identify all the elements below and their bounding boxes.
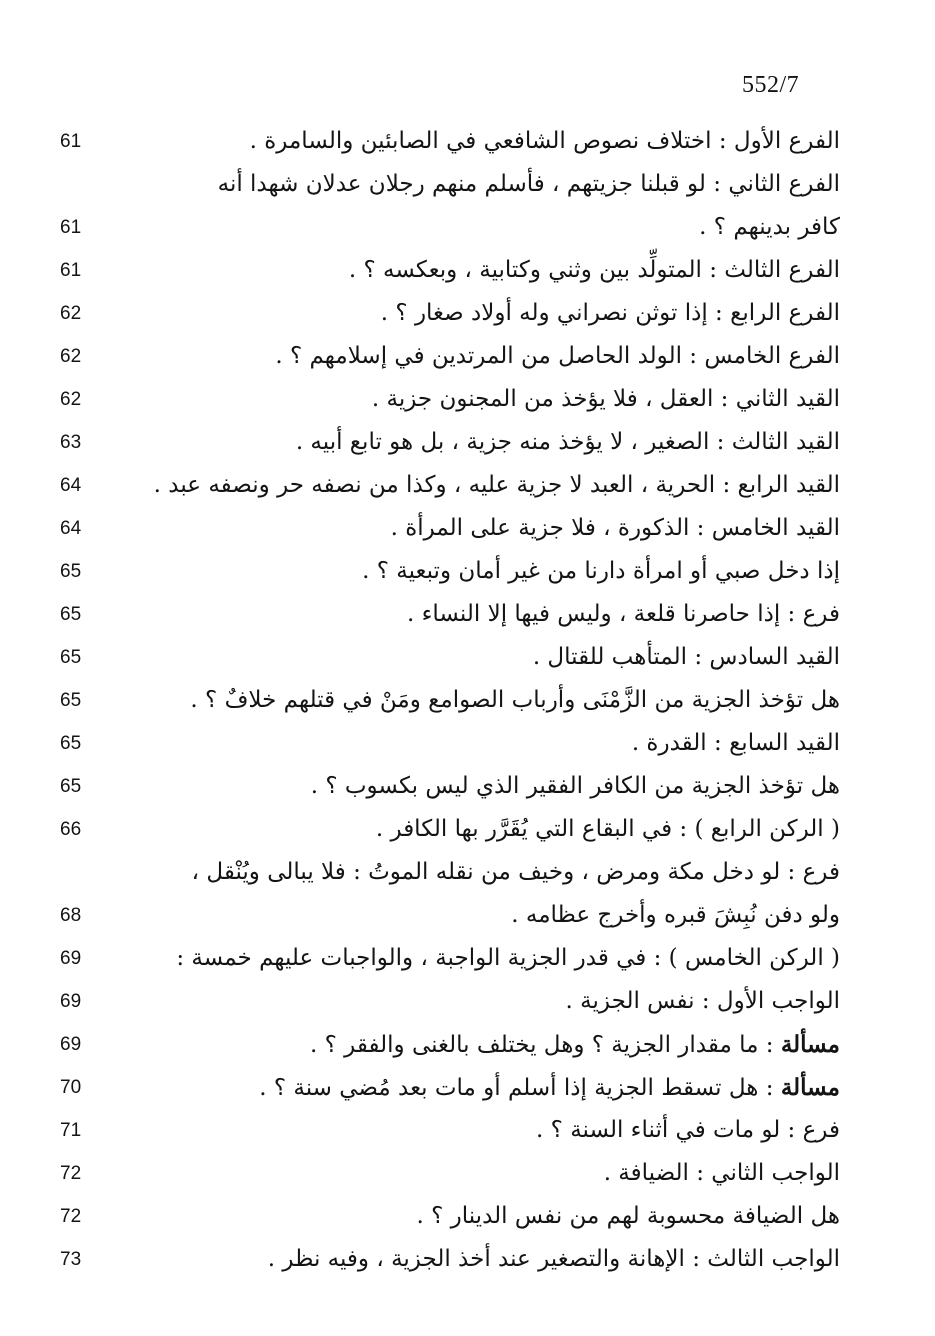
toc-page-number: 69	[60, 991, 82, 1012]
toc-entry-rest: : ما مقدار الجزية ؟ وهل يختلف بالغنى والفقر ؟ .	[310, 1032, 781, 1058]
toc-row	[50, 1152, 840, 1195]
toc-page-number: 61	[60, 131, 82, 152]
toc-page-number: 66	[60, 819, 82, 840]
toc-entry-text: القيد الرابع : الحرية ، العبد لا جزية عليه ، وكذا من نصفه حر ونصفه عبد .	[153, 472, 840, 498]
toc-entry-text: فرع : إذا حاصرنا قلعة ، وليس فيها إلا النساء .	[406, 601, 840, 627]
toc-row	[50, 163, 840, 206]
toc-page-number: 64	[60, 518, 82, 539]
toc-row	[50, 1066, 840, 1109]
toc-entry-text: الواجب الأول : نفس الجزية .	[565, 988, 840, 1014]
toc-row	[50, 1023, 840, 1066]
toc-page-number: 65	[60, 561, 82, 582]
toc-page-number: 64	[60, 475, 82, 496]
toc-entry-text: الفرع الخامس : الولد الحاصل من المرتدين في إسلامهم ؟ .	[275, 343, 840, 369]
toc-row	[50, 507, 840, 550]
toc-row	[50, 937, 840, 980]
toc-entry-text: القيد الثاني : العقل ، فلا يؤخذ من المجنون جزية .	[371, 386, 840, 412]
toc-row	[50, 206, 840, 249]
toc-row	[50, 1238, 840, 1281]
toc-entry-text: القيد الخامس : الذكورة ، فلا جزية على المرأة .	[390, 515, 840, 541]
toc-row	[50, 765, 840, 808]
toc-entry-text: الفرع الأول : اختلاف نصوص الشافعي في الصابئين والسامرة .	[249, 128, 840, 154]
toc-row	[50, 292, 840, 335]
toc-page-number: 61	[60, 260, 82, 281]
toc-entry-text: القيد الثالث : الصغير ، لا يؤخذ منه جزية ، بل هو تابع أبيه .	[295, 429, 840, 455]
toc-row	[50, 636, 840, 679]
toc-entry-text: إذا دخل صبي أو امرأة دارنا من غير أمان وتبعية ؟ .	[362, 558, 840, 584]
page-number: 552/7	[742, 72, 800, 98]
toc-page-number: 71	[60, 1120, 82, 1141]
toc-entry-text: الفرع الثاني : لو قبلنا جزيتهم ، فأسلم منهم رجلان عدلان شهدا أنه	[217, 171, 840, 197]
toc-entry-text: كافر بدينهم ؟ .	[699, 214, 840, 240]
toc-page-number: 65	[60, 690, 82, 711]
toc-page-number: 68	[60, 905, 82, 926]
toc-entry-text: الواجب الثاني : الضيافة .	[603, 1160, 840, 1186]
toc-entry-lead: مسألة	[780, 1031, 840, 1058]
toc-page-number: 62	[60, 346, 82, 367]
toc-entry-text	[120, 1023, 840, 1067]
toc-entry-text: فرع : لو مات في أثناء السنة ؟ .	[536, 1117, 840, 1143]
toc-row	[50, 378, 840, 421]
toc-row	[50, 722, 840, 765]
toc-row	[50, 593, 840, 636]
toc-page-number: 62	[60, 303, 82, 324]
toc-entry-text: فرع : لو دخل مكة ومرض ، وخيف من نقله الموتُ : فلا يبالى ويُنْقل ،	[191, 859, 840, 885]
toc-entry-text: القيد السابع : القدرة .	[631, 730, 840, 756]
toc-page-number: 62	[60, 389, 82, 410]
table-of-contents	[50, 120, 840, 1281]
toc-entry-text	[120, 1066, 840, 1110]
toc-row	[50, 679, 840, 722]
toc-entry-text: الفرع الثالث : المتولِّد بين وثني وكتابية ، وبعكسه ؟ .	[348, 257, 840, 283]
toc-page-number: 73	[60, 1249, 82, 1270]
toc-row	[50, 335, 840, 378]
toc-row	[50, 980, 840, 1023]
toc-row	[50, 249, 840, 292]
toc-row	[50, 550, 840, 593]
toc-row	[50, 1109, 840, 1152]
toc-page-number: 72	[60, 1163, 82, 1184]
toc-row	[50, 1195, 840, 1238]
toc-page-number: 72	[60, 1206, 82, 1227]
toc-entry-text: هل تؤخذ الجزية من الكافر الفقير الذي ليس بكسوب ؟ .	[310, 773, 840, 799]
toc-row	[50, 808, 840, 851]
toc-entry-text: هل تؤخذ الجزية من الزَّمْنَى وأرباب الصوامع ومَنْ في قتلهم خلافٌ ؟ .	[190, 687, 840, 713]
toc-entry-rest: : هل تسقط الجزية إذا أسلم أو مات بعد مُضي سنة ؟ .	[259, 1075, 781, 1101]
toc-row	[50, 464, 840, 507]
toc-entry-lead: مسألة	[780, 1074, 840, 1101]
toc-entry-text: ( الركن الرابع ) : في البقاع التي يُقَرَّر بها الكافر .	[375, 816, 840, 842]
toc-page-number: 61	[60, 217, 82, 238]
toc-row	[50, 894, 840, 937]
toc-entry-text: ولو دفن نُبِشَ قبره وأخرج عظامه .	[511, 902, 840, 928]
toc-page-number: 69	[60, 1034, 82, 1055]
toc-row	[50, 851, 840, 894]
toc-row	[50, 421, 840, 464]
toc-page-number: 65	[60, 604, 82, 625]
toc-page-number: 65	[60, 733, 82, 754]
toc-entry-text: الواجب الثالث : الإهانة والتصغير عند أخذ الجزية ، وفيه نظر .	[267, 1246, 840, 1272]
toc-entry-text: هل الضيافة محسوبة لهم من نفس الدينار ؟ .	[416, 1203, 840, 1229]
toc-page-number: 70	[60, 1077, 82, 1098]
toc-page-number: 69	[60, 948, 82, 969]
toc-row	[50, 120, 840, 163]
toc-entry-text: الفرع الرابع : إذا توثن نصراني وله أولاد صغار ؟ .	[380, 300, 840, 326]
toc-entry-text: ( الركن الخامس ) : في قدر الجزية الواجبة ، والواجبات عليهم خمسة :	[176, 945, 840, 971]
toc-page-number: 65	[60, 776, 82, 797]
toc-entry-text: القيد السادس : المتأهب للقتال .	[532, 644, 840, 670]
toc-page-number: 65	[60, 647, 82, 668]
toc-page-number: 63	[60, 432, 82, 453]
